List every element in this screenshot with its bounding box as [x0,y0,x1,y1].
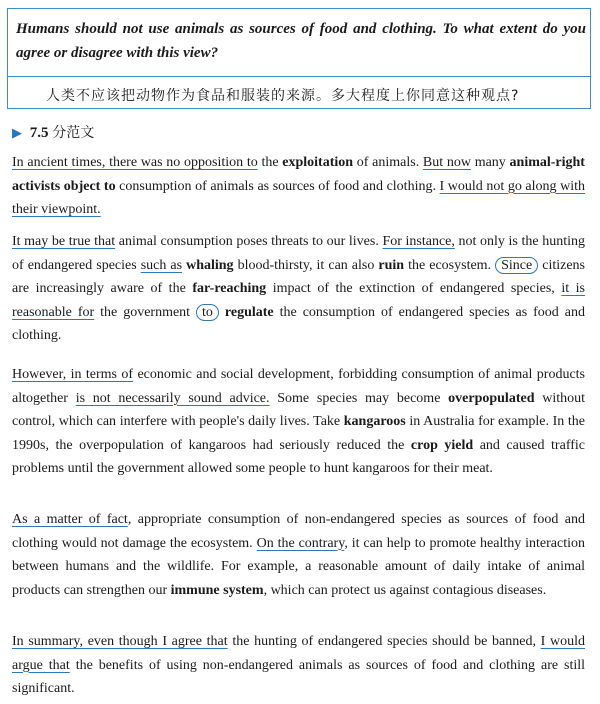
phrase: As a matter of fact [12,512,128,527]
text: the consumption of endangered species as food and clothing. [12,304,585,343]
text: many [470,155,510,170]
text: the [257,155,283,170]
phrase: In ancient times, [12,155,106,170]
phrase: However, in terms of [12,367,134,382]
text: impact of the extinction of endangered species, [266,281,562,296]
phrase: I would not go along with their viewpoint. [12,178,586,217]
text: not only is the hunting of endangered species [12,234,586,273]
text: the benefits of using non-endangered animals as sources of food and clothing are still significant. [12,657,585,696]
text: without control, which can interfere with people's daily lives. Take [12,390,585,429]
phrase: there was no opposition to [105,155,258,170]
section-heading [12,122,94,142]
phrase: such as [140,257,183,273]
paragraph-4 [12,508,585,602]
text: blood-thirsty, it can also [233,257,379,273]
text: consumption of animals as sources of food and clothing. [115,178,440,194]
circled-word: to [196,304,219,321]
text: the government [94,304,197,320]
prompt-box [7,8,591,109]
keyword: ruin [378,257,405,273]
phrase: For instance, [382,234,455,249]
paragraph-1 [12,151,585,222]
phrase: it is reasonable for [12,281,585,320]
phrase: is not necessarily sound advice. [75,390,270,406]
text: the ecosystem. [404,257,496,273]
text: of animals. [353,155,423,170]
keyword: kangaroos [343,414,406,429]
section-title: 分范文 [52,125,95,141]
text: the hunting of endangered species should be banned, [227,634,541,649]
keyword: overpopulated [448,390,535,406]
phrase: On the contrary [256,535,345,551]
keyword: crop yield [410,437,474,453]
phrase: In summary, even though I agree that [12,634,228,649]
paragraph-5 [12,630,585,701]
keyword: immune system [170,582,264,598]
keyword: regulate [224,304,274,320]
keyword: whaling [186,257,234,273]
text: , it can help to promote healthy interaction between humans and the wildlife. For example, a reasonable amount of daily intake of animal products can strengthen our [12,535,585,598]
circled-word: Since [495,257,538,274]
text: animal consumption poses threats to our lives. [115,234,383,249]
prompt-english: Humans should not use animals as sources of food and clothing. To what extent do you agree or disagree with this view? [16,21,586,61]
phrase: It may be true that [12,234,116,249]
phrase: I would argue that [12,634,585,673]
keyword: animal-right activists object to [12,155,585,194]
text: Some species may become [269,390,449,406]
prompt-chinese: 人类不应该把动物作为食品和服装的来源。多大程度上你同意这种观点? [46,88,520,104]
text: , which can protect us against contagious diseases. [263,582,547,598]
keyword: exploitation [282,155,354,170]
section-number: 7.5 [29,125,49,141]
paragraph-2 [12,230,585,348]
text: citizens are increasingly aware of the [12,257,586,296]
text: economic and social development, forbidding consumption of animal products altogether [12,367,586,406]
prompt-divider [8,76,590,77]
paragraph-3 [12,363,585,481]
keyword: far-reaching [192,281,267,296]
text: in Australia for example. In the 1990s, the overpopulation of kangaroos had seriously reduced the [12,414,585,453]
triangle-marker-icon: ▶ [12,125,22,140]
text: and caused traffic problems until the government allowed some people to hunt kangaroos for their meat. [12,437,585,476]
phrase: But now [422,155,471,170]
text: , appropriate consumption of non-endangered species as sources of food and clothing would not damage the ecosystem. [12,512,585,551]
